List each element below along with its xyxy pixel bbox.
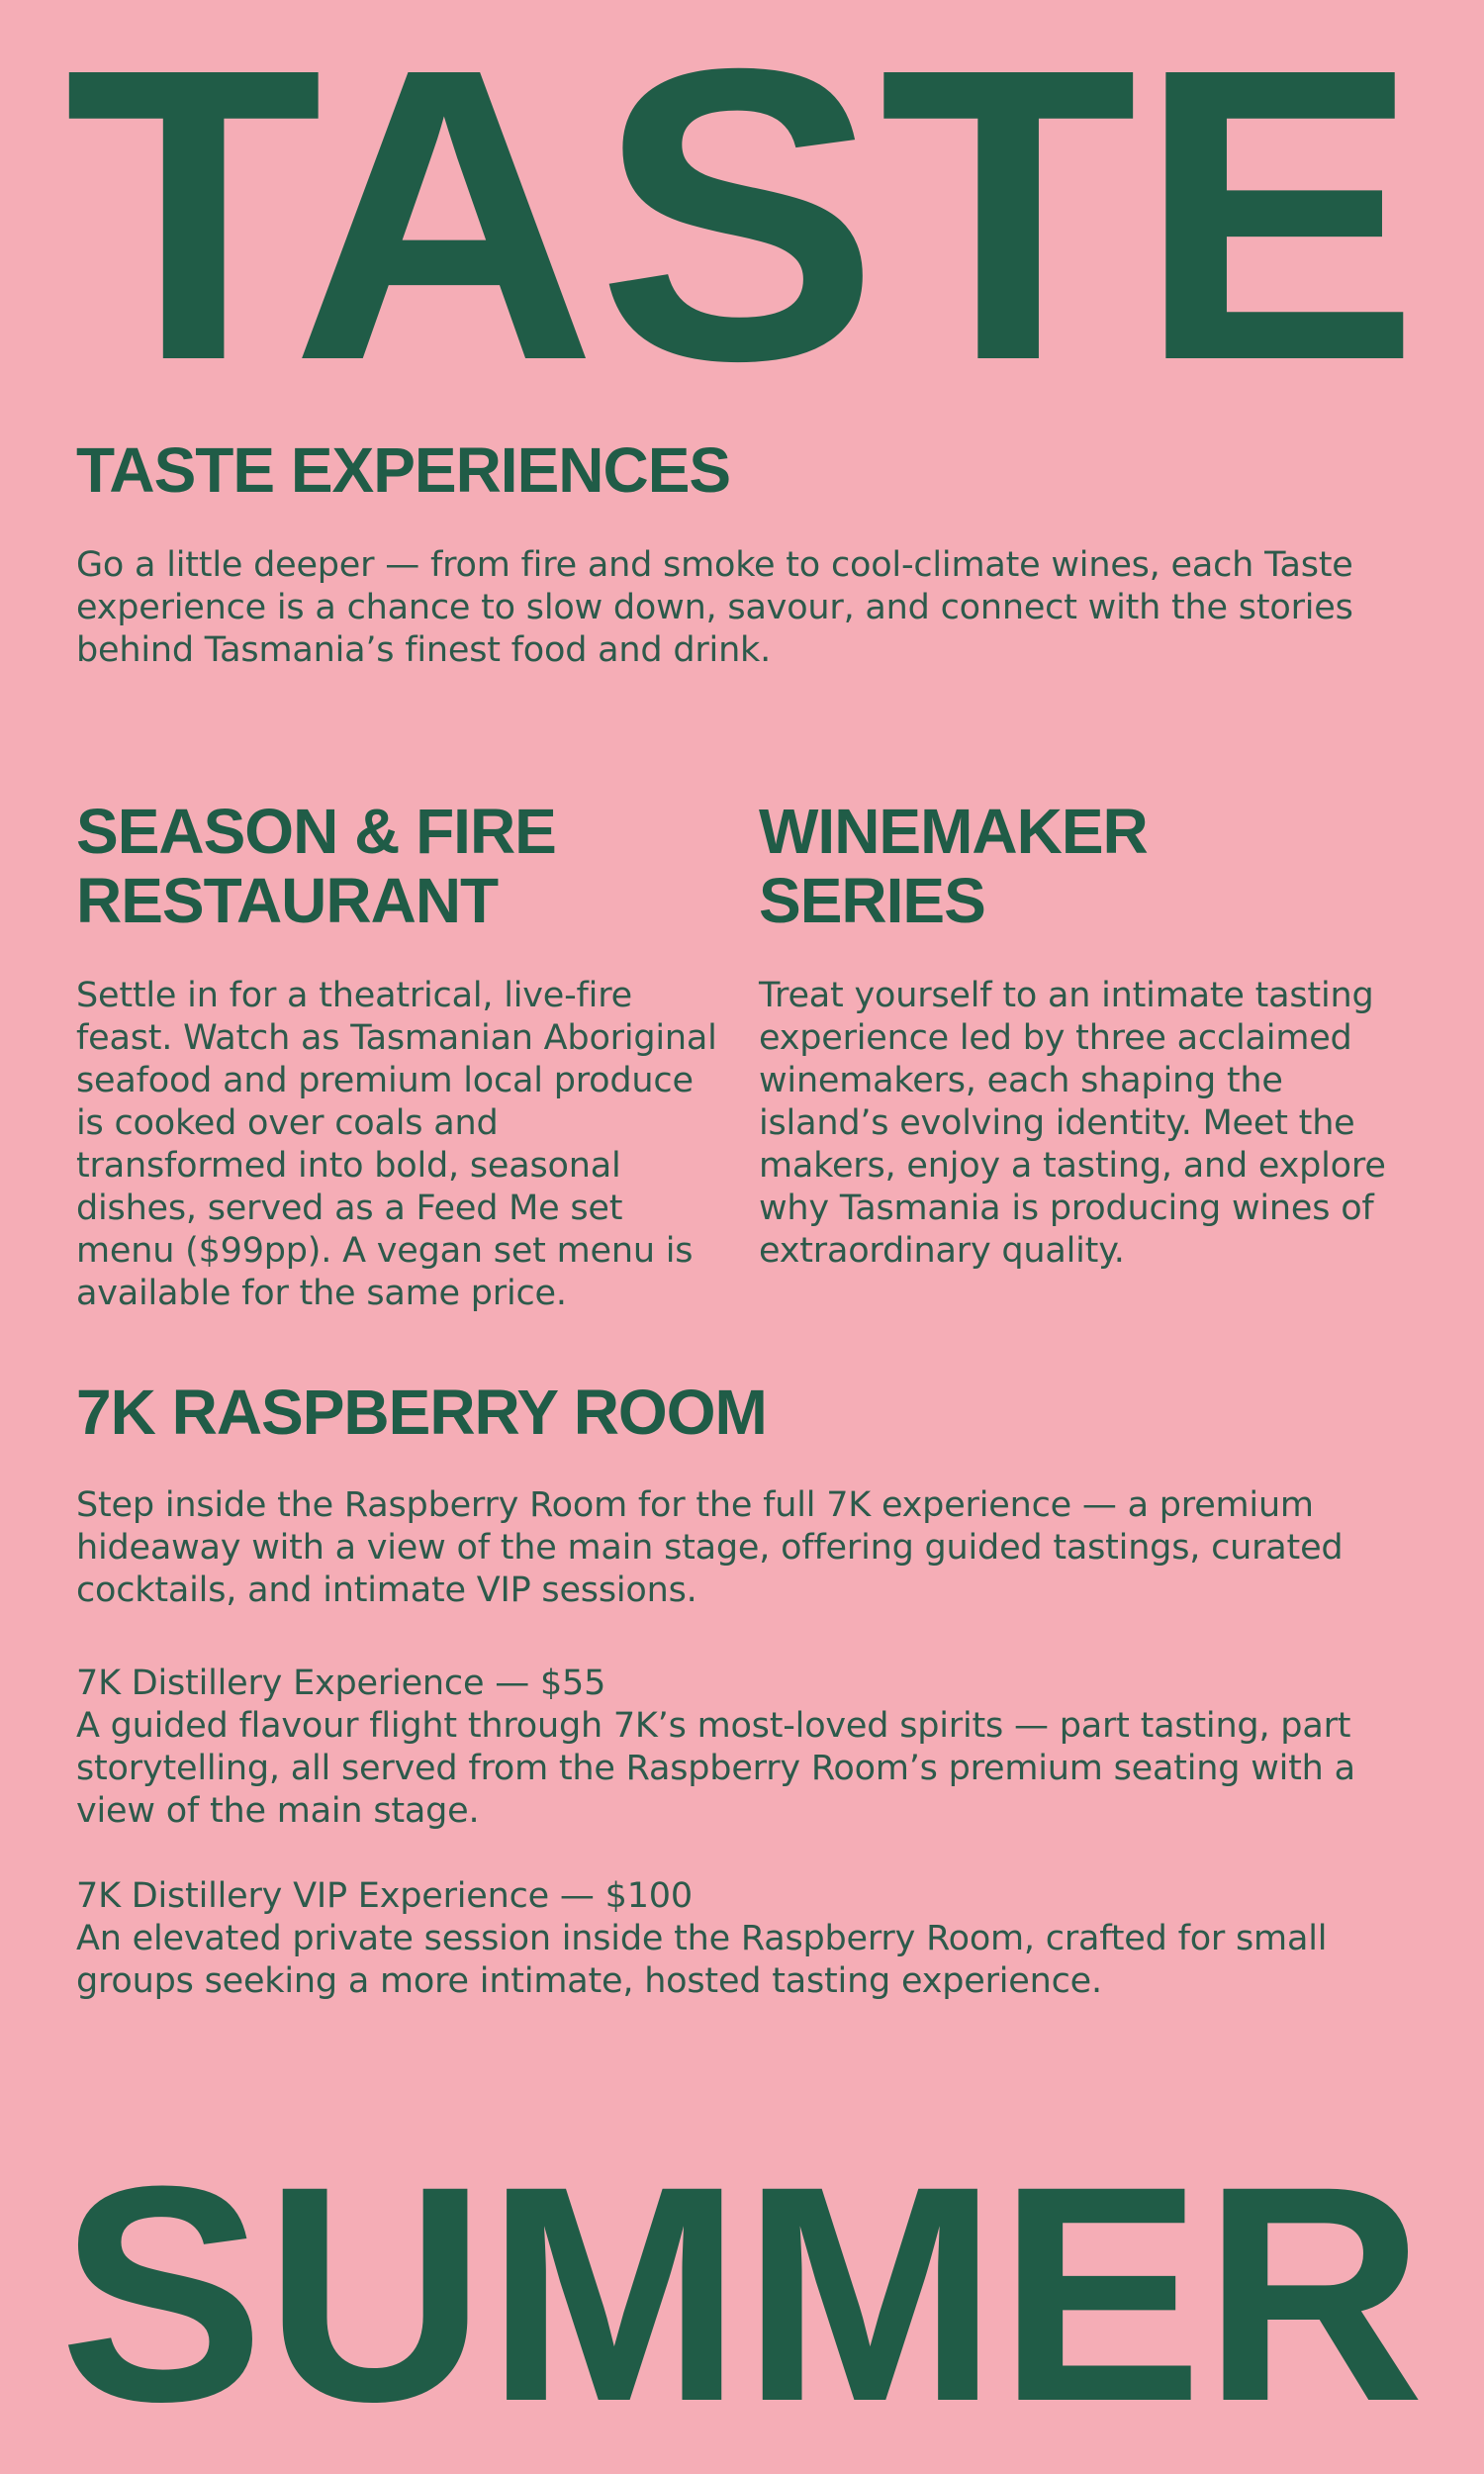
season-fire-description: Settle in for a theatrical, live-fire feast. Watch as Tasmanian Aboriginal seafood and premium local produce is cooked over coals and transformed into bold, seasonal dishes, served as a Feed Me set menu ($99pp). A vegan set menu is available for the same price.	[76, 976, 717, 1313]
distillery-vip-experience-description: An elevated private session inside the Raspberry Room, crafted for small groups seeking a more intimate, hosted tasting experience.	[76, 1919, 1328, 2001]
summer-wordmark-text: SUMMER	[59, 2162, 1425, 2420]
distillery-vip-experience	[76, 1875, 1392, 2003]
winemaker-series-description: Treat yourself to an intimate tasting experience led by three acclaimed winemakers, each shaping the island’s evolving identity. Meet the makers, enjoy a tasting, and explore why Tasmania is producing wines of extraordinary quality.	[759, 976, 1386, 1271]
distillery-experience-title: 7K Distillery Experience — $55	[76, 1664, 606, 1703]
taste-experiences-heading: TASTE EXPERIENCES	[76, 434, 731, 506]
distillery-experience-description: A guided flavour flight through 7K’s most-loved spirits — part tasting, part storytelling, all served from the Raspberry Room’s premium seating with a view of the main stage.	[76, 1706, 1355, 1831]
raspberry-room-description: Step inside the Raspberry Room for the full 7K experience — a premium hideaway with a view of the main stage, offering guided tastings, curated cocktails, and intimate VIP sessions.	[76, 1485, 1344, 1610]
winemaker-heading-line1: WINEMAKER	[759, 796, 1148, 867]
winemaker-series-heading	[759, 797, 1392, 936]
distillery-experience	[76, 1663, 1392, 1833]
summer-wordmark	[0, 2162, 1484, 2420]
season-fire-heading-line1: SEASON & FIRE	[76, 796, 556, 867]
season-fire-heading	[76, 797, 709, 936]
season-fire-heading-line2: RESTAURANT	[76, 865, 499, 937]
raspberry-room-heading: 7K RASPBERRY ROOM	[76, 1377, 767, 1448]
taste-experiences-intro: Go a little deeper — from fire and smoke to cool-climate wines, each Taste experience is a chance to slow down, savour, and connect with the stories behind Tasmania’s finest food and drink.	[76, 545, 1353, 670]
taste-wordmark	[0, 40, 1484, 366]
taste-wordmark-text: TASTE	[64, 40, 1420, 366]
summer-wordmark-graphic	[0, 2162, 1484, 2420]
taste-wordmark-graphic	[0, 40, 1484, 366]
distillery-vip-experience-title: 7K Distillery VIP Experience — $100	[76, 1876, 693, 1916]
winemaker-heading-line2: SERIES	[759, 865, 985, 937]
